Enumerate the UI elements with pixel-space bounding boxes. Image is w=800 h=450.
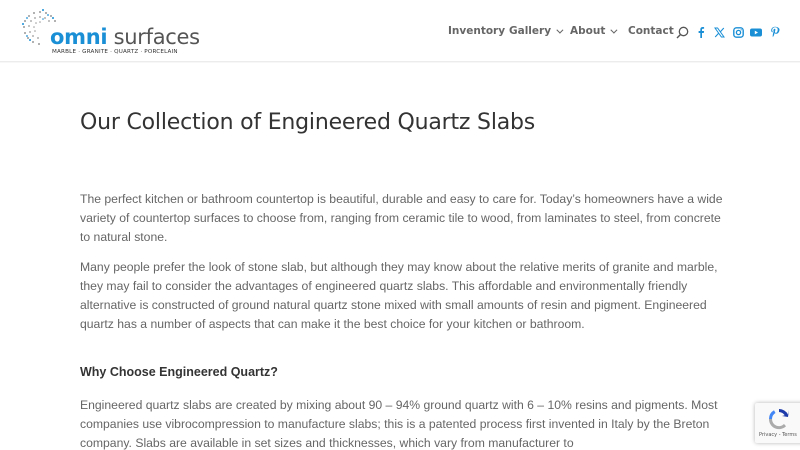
youtube-icon[interactable]: [749, 25, 763, 39]
nav-item-label: Inventory: [448, 25, 506, 37]
page-title: Our Collection of Engineered Quartz Slabs: [80, 110, 536, 135]
body-paragraph: Engineered quartz slabs are created by mixing about 90 – 94% ground quartz with 6 – 10% resins and pigments. Most companies use vibrocompression to manufacture slabs; this is a patented process first invented in Italy by the Breton company. Slabs are available in set sizes and thicknesses, which vary from manufacturer to: [80, 398, 718, 450]
chevron-down-icon: [611, 26, 618, 33]
nav-item-inventory[interactable]: [448, 25, 505, 37]
logo-brand-surfaces: surfaces: [107, 25, 200, 49]
search-icon[interactable]: [675, 25, 689, 39]
nav-item-label: Contact: [628, 25, 674, 37]
recaptcha-icon: [767, 407, 791, 431]
instagram-icon[interactable]: [731, 25, 745, 39]
facebook-icon[interactable]: [694, 25, 708, 39]
pinterest-icon[interactable]: [768, 25, 782, 39]
logo-tagline: MARBLE · GRANITE · QUARTZ · PORCELAIN: [52, 49, 178, 55]
site-logo[interactable]: [20, 8, 200, 56]
logo-wordmark: [50, 26, 200, 48]
nav-item-label: About: [570, 25, 606, 37]
section-subheading: Why Choose Engineered Quartz?: [80, 365, 278, 379]
x-twitter-icon[interactable]: [712, 25, 726, 39]
body-paragraph: Many people prefer the look of stone slab, but although they may know about the relative merits of granite and marble, they may fail to consider the advantages of engineered quartz slabs. This affordable and environmentally friendly alternative is constructed of ground natural quartz stone mixed with small amounts of resin and pigment. Engineered quartz has a number of aspects that can make it the best choice for your kitchen or bathroom.: [80, 260, 718, 331]
nav-item-about[interactable]: [570, 25, 615, 37]
intro-paragraph: The perfect kitchen or bathroom countertop is beautiful, durable and easy to care for. Today’s homeowners have a wide variety of countertop surfaces to choose from, ranging from ceramic tile to wood, from laminates to steel, from concrete to natural stone.: [80, 192, 723, 244]
site-header: [0, 0, 800, 62]
recaptcha-badge[interactable]: [755, 403, 800, 443]
nav-item-label: Gallery: [509, 25, 552, 37]
nav-item-contact[interactable]: [628, 25, 674, 37]
recaptcha-links[interactable]: Privacy - Terms: [759, 432, 797, 438]
nav-item-gallery[interactable]: [509, 25, 561, 37]
chevron-down-icon: [556, 26, 563, 33]
logo-brand-omni: omni: [50, 25, 108, 49]
